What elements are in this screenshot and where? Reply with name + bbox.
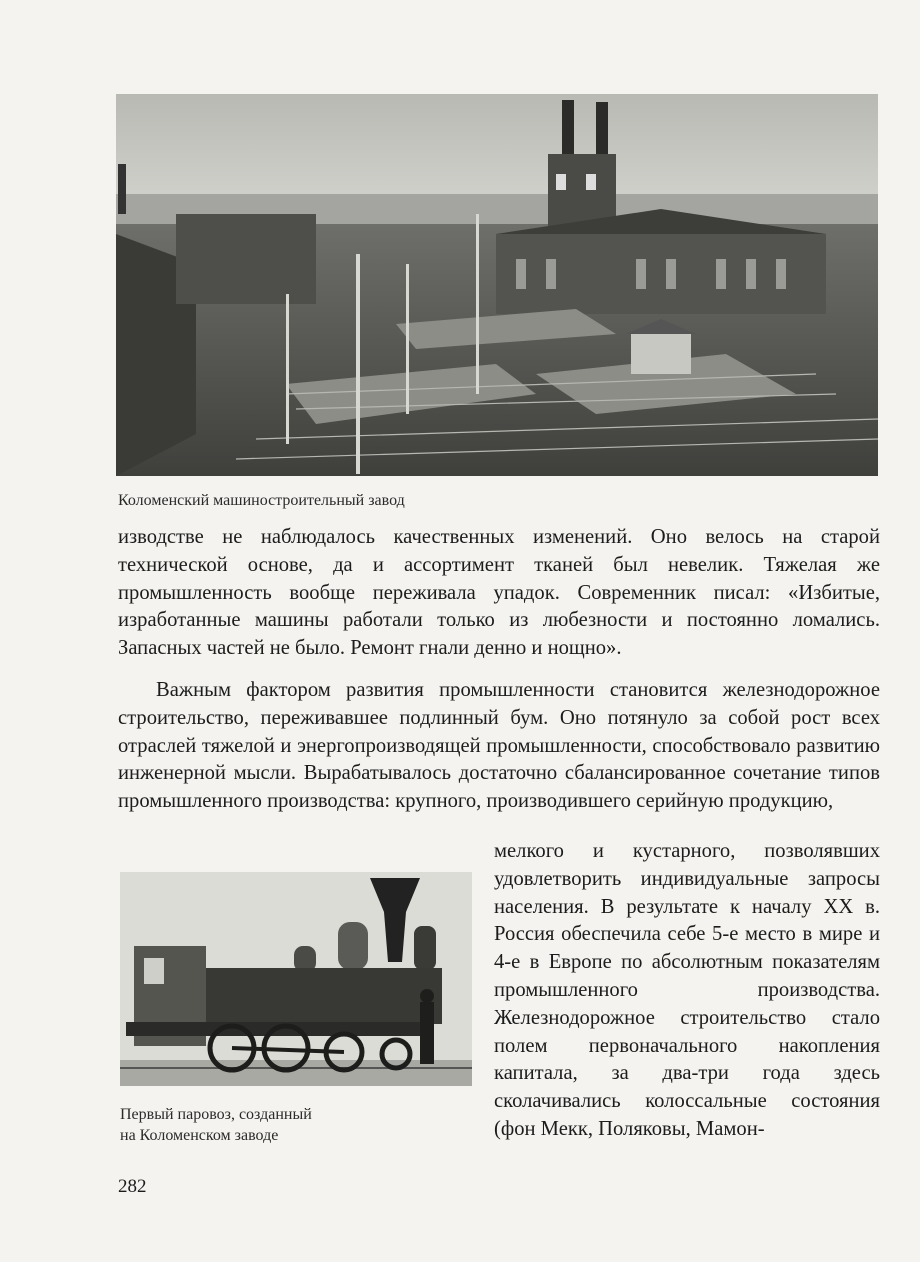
locomotive-caption — [120, 1104, 450, 1146]
paragraph-3: мелкого и кустарного, позволявших удовлетворить индивидуальные запросы населения. В результате к началу XX в. Россия обеспечила себе 5-е место в мире и 4-е в Европе по абсолютным показателям промышленного производства. Железнодорожное строительство стало полем первоначального накопления капитала, за два-три года здесь сколачивались колоссальные состояния (фон Мекк, Поляковы, Мамон- — [494, 840, 880, 1140]
paragraph-1: изводстве не наблюдалось качественных изменений. Оно велось на старой технической основе, да и ассортимент тканей был невелик. Тяжелая же промышленность вообще переживала упадок. Современник писал: «Избитые, изработанные машины работали только из любезности и постоянно ломались. Запасных частей не было. Ремонт гнали денно и нощно». — [118, 526, 880, 660]
locomotive-caption-line-2: на Коломенском заводе — [120, 1127, 279, 1144]
paragraph-2: Важным фактором развития промышленности становится железнодорожное строительство, переживавшее подлинный бум. Оно потянуло за собой рост всех отраслей тяжелой и энергопроизводящей промышленности, способствовало развитию инженерной мысли. Вырабатывалось достаточно сбалансированное сочетание типов промышленного производства: крупного, производившего серийную продукцию, — [118, 679, 880, 813]
factory-caption: Коломенский машиностроительный завод — [118, 492, 405, 509]
page-number: 282 — [118, 1176, 147, 1197]
locomotive-caption-line-1: Первый паровоз, созданный — [120, 1106, 312, 1123]
factory-photo — [116, 94, 878, 476]
locomotive-photo — [120, 872, 472, 1086]
